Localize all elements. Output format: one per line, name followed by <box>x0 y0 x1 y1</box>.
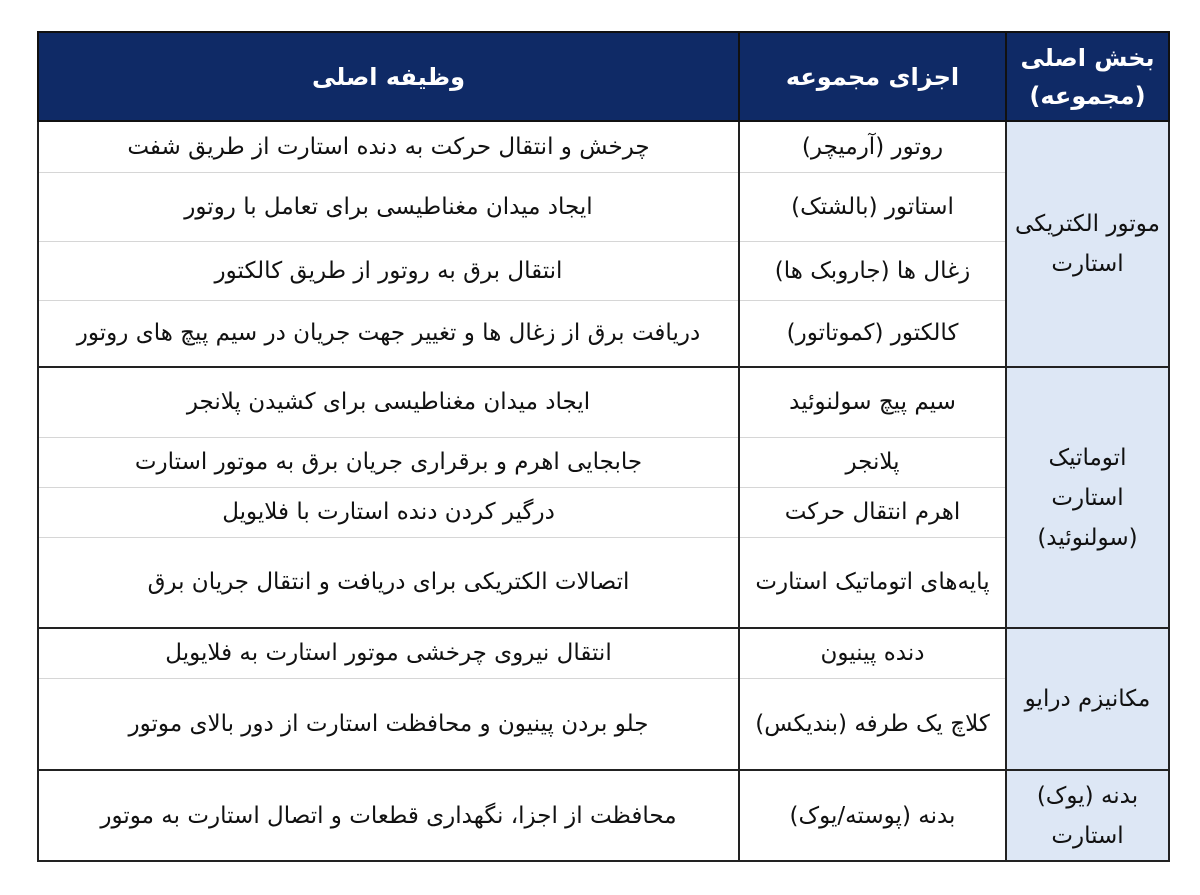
function-cell: ایجاد میدان مغناطیسی برای کشیدن پلانجر <box>38 367 739 437</box>
section-cell: موتور الکتریکی استارت <box>1006 121 1169 367</box>
section-cell: بدنه (یوک) استارت <box>1006 770 1169 861</box>
component-cell: استاتور (بالشتک) <box>739 172 1006 241</box>
function-cell: ایجاد میدان مغناطیسی برای تعامل با روتور <box>38 172 739 241</box>
table-row <box>38 121 1169 172</box>
table-row <box>38 487 1169 537</box>
component-cell: پایه‌های اتوماتیک استارت <box>739 537 1006 628</box>
table-row <box>38 537 1169 628</box>
starter-components-table <box>37 31 1170 862</box>
table-row <box>38 172 1169 241</box>
function-cell: محافظت از اجزا، نگهداری قطعات و اتصال استارت به موتور <box>38 770 739 861</box>
component-cell: بدنه (پوسته/یوک) <box>739 770 1006 861</box>
header-section: بخش اصلی (مجموعه) <box>1006 32 1169 121</box>
component-cell: زغال ها (جاروبک ها) <box>739 241 1006 300</box>
table-row <box>38 678 1169 770</box>
header-row <box>38 32 1169 121</box>
header-function: وظیفه اصلی <box>38 32 739 121</box>
section-cell: مکانیزم درایو <box>1006 628 1169 770</box>
function-cell: چرخش و انتقال حرکت به دنده استارت از طریق شفت <box>38 121 739 172</box>
function-cell: جابجایی اهرم و برقراری جریان برق به موتور استارت <box>38 437 739 487</box>
table-row <box>38 628 1169 678</box>
component-cell: دنده پینیون <box>739 628 1006 678</box>
component-cell: کالکتور (کموتاتور) <box>739 300 1006 367</box>
function-cell: انتقال نیروی چرخشی موتور استارت به فلایویل <box>38 628 739 678</box>
table-row <box>38 241 1169 300</box>
function-cell: درگیر کردن دنده استارت با فلایویل <box>38 487 739 537</box>
table-row <box>38 437 1169 487</box>
component-cell: کلاچ یک طرفه (بندیکس) <box>739 678 1006 770</box>
table-row <box>38 367 1169 437</box>
component-cell: سیم پیچ سولنوئید <box>739 367 1006 437</box>
table-row <box>38 300 1169 367</box>
section-cell: اتوماتیک استارت (سولنوئید) <box>1006 367 1169 628</box>
function-cell: انتقال برق به روتور از طریق کالکتور <box>38 241 739 300</box>
component-cell: پلانجر <box>739 437 1006 487</box>
component-cell: اهرم انتقال حرکت <box>739 487 1006 537</box>
function-cell: دریافت برق از زغال ها و تغییر جهت جریان در سیم پیچ های روتور <box>38 300 739 367</box>
function-cell: جلو بردن پینیون و محافظت استارت از دور بالای موتور <box>38 678 739 770</box>
component-cell: روتور (آرمیچر) <box>739 121 1006 172</box>
table-row <box>38 770 1169 861</box>
function-cell: اتصالات الکتریکی برای دریافت و انتقال جریان برق <box>38 537 739 628</box>
header-component: اجزای مجموعه <box>739 32 1006 121</box>
